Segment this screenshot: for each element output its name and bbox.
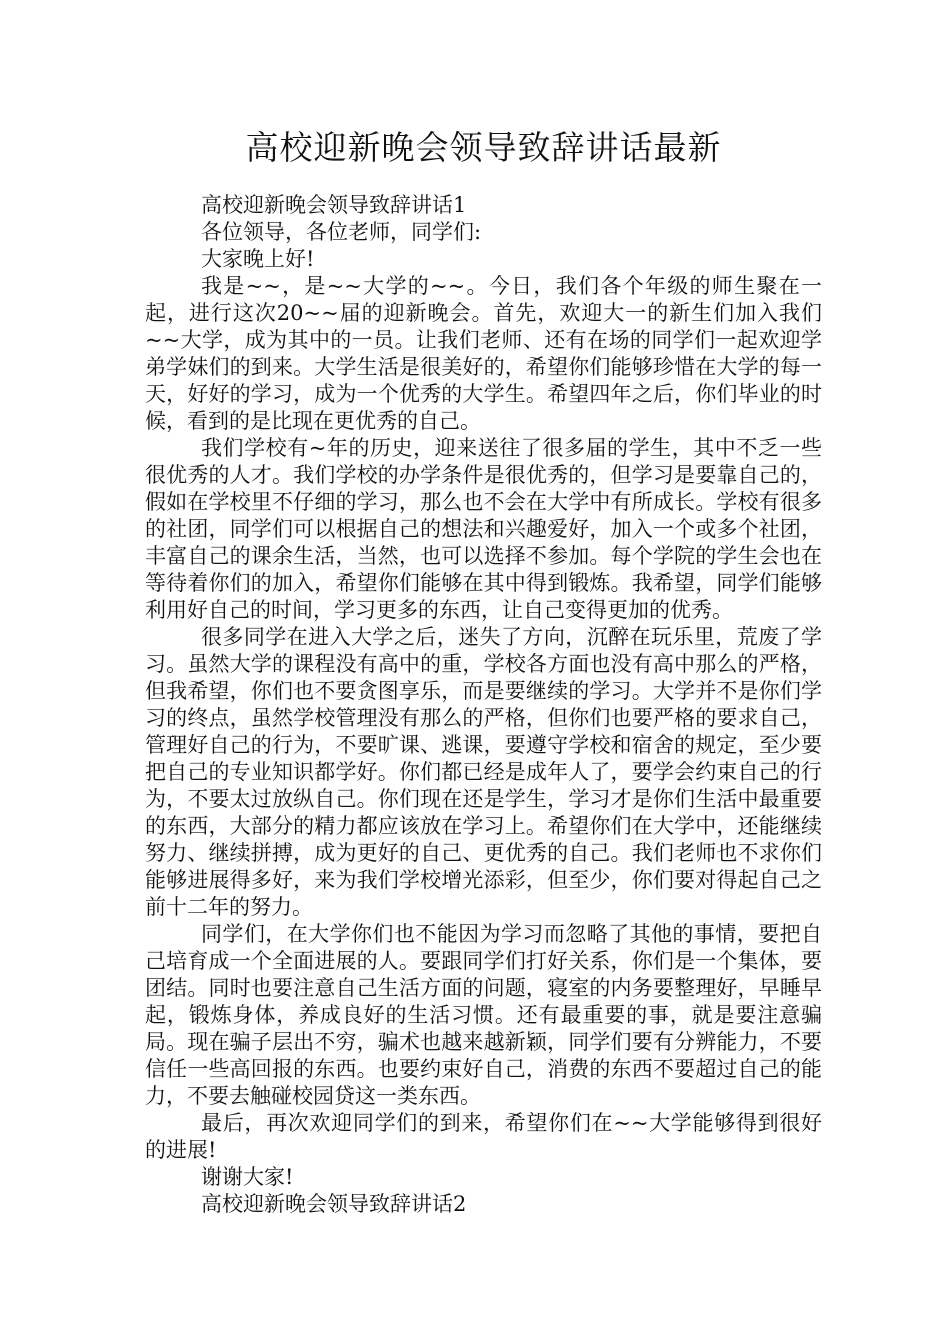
section-heading-2: 高校迎新晚会领导致辞讲话2 — [201, 1192, 467, 1216]
greeting: 大家晚上好! — [201, 247, 315, 271]
document-title: 高校迎新晚会领导致辞讲话最新 — [245, 128, 722, 167]
thanks-line: 谢谢大家! — [201, 1165, 294, 1189]
salutation: 各位领导，各位老师，同学们: — [201, 220, 482, 244]
closing-paragraph: 最后，再次欢迎同学们的到来，希望你们在~~大学能够得到很好的进展! — [145, 1111, 822, 1162]
body-paragraph: 我是~~，是~~大学的~~。今日，我们各个年级的师生聚在一起，进行这次20~~届的迎新晚会。首先，欢迎大一的新生们加入我们~~大学，成为其中的一员。让我们老师、还有在场的同学们一起欢迎学弟学妹们的到来。大学生活是很美好的，希望你们能够珍惜在大学的每一天，好好的学习，成为一个优秀的大学生。希望四年之后，你们毕业的时候，看到的是比现在更优秀的自己。 — [145, 274, 822, 433]
document-page — [145, 118, 822, 1218]
body-paragraph: 我们学校有~年的历史，迎来送往了很多届的学生，其中不乏一些很优秀的人才。我们学校的办学条件是很优秀的，但学习是要靠自己的，假如在学校里不仔细的学习，那么也不会在大学中有所成长。学校有很多的社团，同学们可以根据自己的想法和兴趣爱好，加入一个或多个社团，丰富自己的课余生活，当然，也可以选择不参加。每个学院的学生会也在等待着你们的加入，希望你们能够在其中得到锻炼。我希望，同学们能够利用好自己的时间，学习更多的东西，让自己变得更加的优秀。 — [145, 436, 822, 622]
section-heading-1: 高校迎新晚会领导致辞讲话1 — [201, 193, 467, 217]
body-paragraph: 很多同学在进入大学之后，迷失了方向，沉醉在玩乐里，荒废了学习。虽然大学的课程没有高中的重，学校各方面也没有高中那么的严格，但我希望，你们也不要贪图享乐，而是要继续的学习。大学并不是你们学习的终点，虽然学校管理没有那么的严格，但你们也要严格的要求自己，管理好自己的行为，不要旷课、逃课，要遵守学校和宿舍的规定，至少要把自己的专业知识都学好。你们都已经是成年人了，要学会约束自己的行为，不要太过放纵自己。你们现在还是学生，学习才是你们生活中最重要的东西，大部分的精力都应该放在学习上。希望你们在大学中，还能继续努力、继续拼搏，成为更好的自己、更优秀的自己。我们老师也不求你们能够进展得多好，来为我们学校增光添彩，但至少，你们要对得起自己之前十二年的努力。 — [145, 625, 822, 919]
body-paragraph: 同学们，在大学你们也不能因为学习而忽略了其他的事情，要把自己培育成一个全面进展的人。要跟同学们打好关系，你们是一个集体，要团结。同时也要注意自己生活方面的问题，寝室的内务要整理好，早睡早起，锻炼身体，养成良好的生活习惯。还有最重要的事，就是要注意骗局。现在骗子层出不穷，骗术也越来越新颖，同学们要有分辨能力，不要信任一些高回报的东西。也要约束好自己，消费的东西不要超过自己的能力，不要去触碰校园贷这一类东西。 — [145, 922, 822, 1108]
